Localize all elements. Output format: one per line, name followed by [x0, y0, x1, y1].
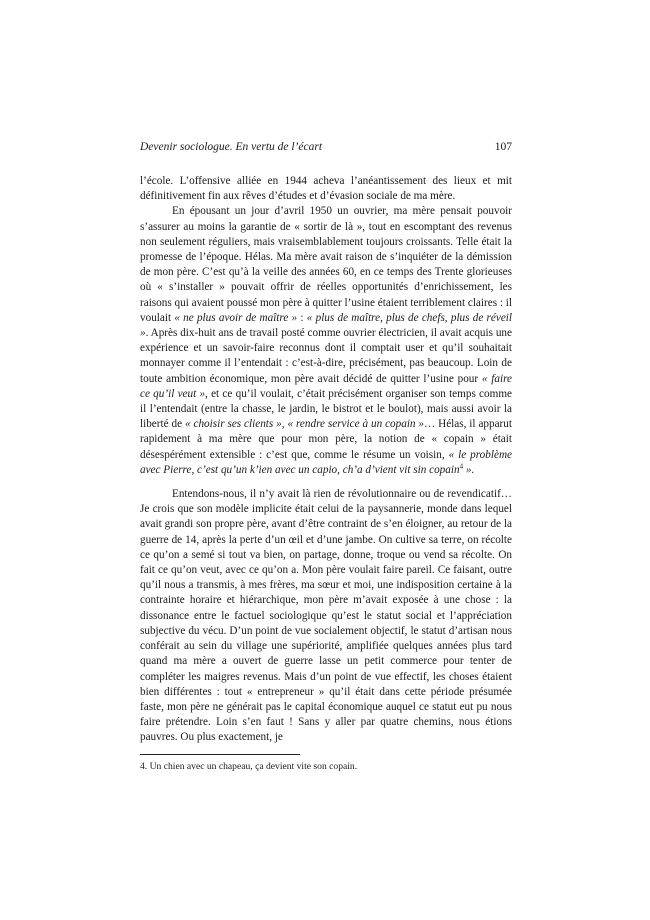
quote: « le problème avec Pierre, c’est qu’un k’ien avec un capio, ch’a d’vient vit sin copain	[140, 448, 512, 476]
paragraph-3: Entendons-nous, il n’y avait là rien de révolutionnaire ou de revendicatif… Je crois que son modèle implicite était celui de la paysannerie, monde dans lequel avait grandi son propre père, avant d’être contraint de s’en éloigner, au retour de la guerre de 14, après la perte d’un œil et d’une jambe. On cultive sa terre, on récolte ce qu’on a semé si tout va bien, on partage, donne, troque ou vend sa récolte. On fait ce qu’on veut, avec ce qu’on a. Mon père voulait faire pareil. Ce faisant, outre qu’il nous a transmis, à mes frères, ma sœur et moi, une indisposition certaine à la contrainte horaire et hiérarchique, mon père m’avait exposée à une chose : la dissonance entre le factuel sociologique qu’est le statut social et l’appréciation subjective du vécu. D’un point de vue socialement objectif, le statut d’artisan nous conférait au sein du village une supériorité, amplifiée quelques années plus tard quand ma mère a ouvert de guerre lasse un petit commerce pour tenter de compléter les maigres revenus. Mais d’un point de vue effectif, les choses étaient bien différentes : tout « entrepreneur » qu’il était dans cette période présumée faste, mon père ne générait pas le capital économique auquel ce statut eut pu nous faire prétendre. Loin s’en faut ! Sans y aller par quatre chemins, nous étions pauvres. Ou plus exactement, je	[140, 488, 512, 744]
text-run: , et ce qu’il voulait, c’était précisément organiser son temps comme il l’entendait (entre la chasse, le jardin, le bistrot et le boulot), mais aussi avoir la liberté de	[140, 387, 512, 431]
paragraph-1: l’école. L’offensive alliée en 1944 acheva l’anéantissement des lieux et mit définitivement fin aux rêves d’études et d’évasion sociale de ma mère.	[140, 175, 512, 203]
quote: « ne plus avoir de maître »	[174, 311, 298, 324]
quote: « choisir ses clients », « rendre service à un copain »	[184, 418, 425, 431]
quote: « plus de maître, plus de chefs, plus de réveil »	[140, 311, 513, 340]
running-title: Devenir sociologue. En vertu de l’écart	[140, 141, 323, 153]
page-number: 107	[494, 141, 512, 153]
paragraph-2	[140, 204, 512, 478]
running-header	[140, 140, 512, 154]
text-run: En épousant un jour d’avril 1950 un ouvrier, ma mère pensait pouvoir s’assurer au moins la garantie de « sortir de là », tout en escomptant des revenus non seulement réguliers, mais vraisemblablement toujours croissants. Telle était la promesse de l’époque. Hélas. Ma mère avait raison de s’inquiéter de la démission de mon père. C’est qu’à la veille des années 60, en ce temps des Trente glorieuses où « s’installer » pouvait offrir de réelles opportunités d’enrichissement, les raisons qui avaient poussé mon père à quitter l’usine étaient terriblement claires : il voulait	[140, 205, 512, 324]
footnote-ref[interactable]: 4	[459, 462, 464, 471]
text-run: . Après dix-huit ans de travail posté comme ouvrier électricien, il avait acquis une expérience et un savoir-faire reconnus dont il comptait user et qu’il souhaitait monnayer comme il l’entendait : c’est-à-dire, précisément, pas beaucoup. Loin de toute ambition économique, mon père avait décidé de quitter l’usine pour	[140, 327, 512, 385]
footnote-divider	[140, 754, 300, 755]
quote-end: ».	[463, 463, 475, 476]
footnote: 4. Un chien avec un chapeau, ça devient vite son copain.	[140, 760, 358, 772]
text-run: … Hélas, il apparut rapidement à ma mère que pour mon père, la notion de « copain » était désespérément extensible : c’est que, comme le résume un voisin,	[140, 418, 512, 461]
quote: « faire ce qu’il veut »	[140, 372, 512, 400]
body-text	[140, 174, 512, 746]
book-page	[140, 140, 512, 773]
text-run: :	[297, 311, 307, 324]
